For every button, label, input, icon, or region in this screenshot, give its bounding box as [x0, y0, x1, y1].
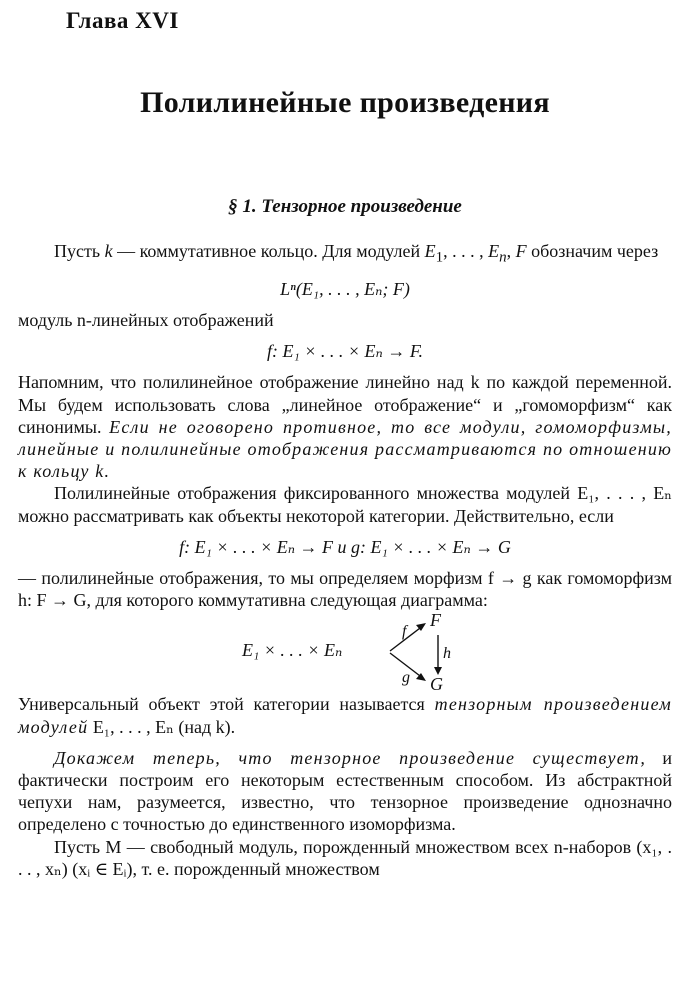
diagram-label-h: h	[443, 645, 451, 663]
arrow-f	[390, 625, 424, 651]
diagram-arrows	[18, 611, 672, 693]
formula-maps-f-g: f: E₁ × . . . × Eₙ → F и g: E₁ × . . . × Eₙ → G	[179, 536, 511, 557]
paragraph-3	[18, 371, 672, 482]
text-run: и фактически построим его некоторым естественным способом. Из абстрактной чепухи нам, разумеется, известно, что тензорное произведение однозначно определено с точностью до единственного изоморфизма.	[18, 747, 672, 835]
paragraph-8: Пусть M — свободный модуль, порожденный множеством всех n-наборов (x₁, . . . , xₙ) (xᵢ ∈ Eᵢ), т. е. порожденный множеством	[18, 836, 672, 879]
diagram-target-f: F	[430, 610, 441, 631]
section-heading: § 1. Тензорное произведение	[228, 196, 462, 217]
chapter-title: Полилинейные произведения	[140, 86, 550, 119]
paragraph-4: Полилинейные отображения фиксированного множества модулей E₁, . . . , Eₙ можно рассматривать как объекты некоторой категории. Действительно, если	[18, 483, 672, 526]
paragraph-6	[18, 693, 672, 737]
text-run: Универсальный объект этой категории называется	[18, 694, 435, 715]
subscript: n	[499, 249, 507, 266]
math-e1: E	[424, 241, 436, 261]
chapter-heading: Глава XVI	[66, 8, 179, 33]
text-run: ,	[506, 241, 516, 261]
diagram-source: E₁ × . . . × Eₙ	[242, 640, 343, 661]
math-en: E	[488, 241, 500, 261]
emphasis: Если не оговорено противное, то все модули, гомоморфизмы, линейные и полилинейные отображения рассматриваются по отношению к кольцу k.	[18, 416, 672, 482]
paragraph-5: — полилинейные отображения, то мы определяем морфизм f → g как гомоморфизм h: F → G, для которого коммутативна следующая диаграмма:	[18, 568, 672, 611]
emphasis: тензорным произведением модулей	[18, 694, 672, 737]
text-run: E₁, . . . , Eₙ (над k).	[88, 716, 236, 737]
math-f: F	[515, 241, 527, 261]
text-run: Пусть	[54, 241, 105, 261]
formula-map-f: f: E₁ × . . . × Eₙ → F.	[266, 341, 423, 362]
paragraph-2: модуль n-линейных отображений	[18, 310, 274, 330]
text-run: Напомним, что полилинейное отображение линейно над k по каждой переменной. Мы будем использовать слова „линейное отображение“ и „гомоморфизм“ как синонимы.	[18, 372, 672, 437]
math-k: k	[104, 241, 113, 261]
text-run: обозначим через	[526, 241, 659, 261]
body-text	[18, 240, 672, 880]
paragraph-1	[18, 240, 672, 269]
formula-multilinear-module: Lⁿ(E₁, . . . , Eₙ; F)	[280, 278, 410, 299]
diagram-target-g: G	[430, 674, 443, 695]
text-run: — коммутативное кольцо. Для модулей	[112, 241, 425, 261]
text-run: , . . . ,	[443, 241, 489, 261]
emphasis: Докажем теперь, что тензорное произведение существует,	[54, 747, 647, 768]
commutative-diagram	[18, 611, 672, 693]
diagram-label-f: f	[402, 623, 407, 641]
subscript: 1	[435, 249, 444, 266]
diagram-label-g: g	[402, 669, 410, 687]
paragraph-7	[18, 747, 672, 836]
